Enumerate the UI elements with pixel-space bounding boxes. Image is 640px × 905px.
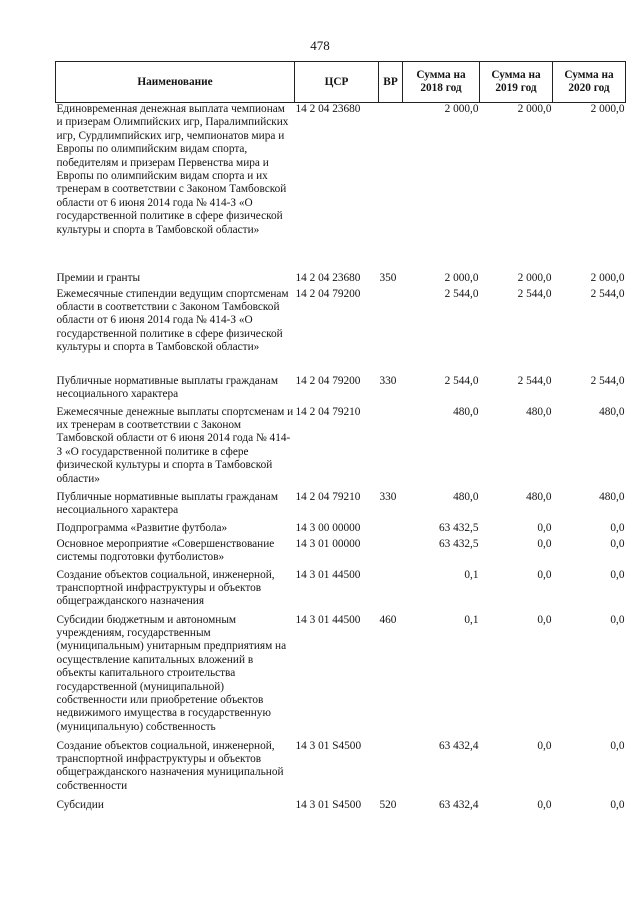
table-row [56, 375, 626, 406]
table-row [56, 614, 626, 740]
row-sum-2019: 0,0 [537, 537, 552, 550]
table-row [56, 103, 626, 272]
row-vr [379, 288, 403, 375]
row-code: 14 3 01 44500 [295, 613, 361, 626]
row-sum-2018: 63 432,4 [438, 798, 479, 811]
row-sum-2018: 2 000,0 [444, 271, 479, 284]
header-vr: ВР [379, 62, 403, 103]
row-code: 14 2 04 79210 [295, 490, 361, 503]
row-name: Субсидии бюджетным и автономным учреждениям, государственным (муниципальным) унитарным предприятиям на осуществление капитальных вложений в объекты капитального строительства государственной (муниципальной) собственности или приобретение объектов недвижимого имущества в государственную (муниципальную) собственность [56, 613, 287, 733]
table-row [56, 538, 626, 569]
row-name: Создание объектов социальной, инженерной, транспортной инфраструктуры и объектов общегражданского назначения муниципальной собственности [56, 739, 284, 792]
table-row [56, 740, 626, 799]
row-sum-2020: 0,0 [610, 568, 625, 581]
table-row [56, 799, 626, 815]
table-row [56, 522, 626, 538]
row-sum-2020: 480,0 [599, 490, 625, 503]
row-sum-2020: 0,0 [610, 739, 625, 752]
page-number: 478 [310, 38, 330, 53]
row-sum-2020: 2 000,0 [590, 103, 625, 115]
row-vr [379, 406, 403, 491]
row-vr [379, 103, 403, 272]
row-sum-2020: 2 000,0 [590, 271, 625, 284]
row-code: 14 3 01 44500 [295, 568, 361, 581]
row-sum-2019: 2 544,0 [517, 374, 552, 387]
row-code: 14 2 04 23680 [295, 271, 361, 284]
row-sum-2019: 480,0 [526, 490, 552, 503]
row-vr [379, 569, 403, 614]
row-vr: 460 [379, 613, 397, 626]
row-sum-2019: 0,0 [537, 521, 552, 534]
row-vr: 520 [379, 798, 397, 811]
table-row [56, 288, 626, 375]
row-name: Ежемесячные денежные выплаты спортсменам и их тренерам в соответствии с Законом Тамбовской области от 6 июня 2014 года № 414-З «О государственной политике в сфере физической культуры и спорта в Тамбовской области» [56, 405, 294, 485]
budget-table [55, 61, 626, 815]
row-name: Создание объектов социальной, инженерной, транспортной инфраструктуры и объектов общегражданского назначения [56, 568, 275, 608]
row-sum-2020: 2 544,0 [590, 287, 625, 300]
row-code: 14 3 01 S4500 [295, 739, 362, 752]
row-sum-2019: 0,0 [537, 568, 552, 581]
row-sum-2019: 2 000,0 [517, 103, 552, 115]
row-sum-2019: 480,0 [526, 405, 552, 418]
table-row [56, 491, 626, 522]
row-sum-2018: 0,1 [464, 613, 479, 626]
row-vr: 330 [379, 490, 397, 503]
table-row [56, 272, 626, 288]
header-code: ЦСР [295, 62, 379, 103]
row-sum-2019: 2 544,0 [517, 287, 552, 300]
row-name: Единовременная денежная выплата чемпионам и призерам Олимпийских игр, Паралимпийских игр, Сурдлимпийских игр, чемпионатов мира и Европы по олимпийским видам спорта, победителям и призерам Первенства мира и Европы по олимпийским видам спорта и их тренерам в соответствии с Законом Тамбовской области от 6 июня 2014 года № 414-З «О государственной политике в сфере физической культуры и спорта в Тамбовской области» [56, 103, 289, 236]
row-vr [379, 740, 403, 799]
row-sum-2018: 63 432,5 [438, 537, 479, 550]
row-vr [379, 522, 403, 538]
header-name: Наименование [56, 62, 295, 103]
row-sum-2019: 2 000,0 [517, 271, 552, 284]
row-name: Публичные нормативные выплаты гражданам несоциального характера [56, 374, 278, 400]
row-vr [379, 538, 403, 569]
table-row [56, 569, 626, 614]
row-name: Премии и гранты [56, 271, 141, 284]
row-vr: 330 [379, 374, 397, 387]
row-name: Основное мероприятие «Совершенствование системы подготовки футболистов» [56, 537, 275, 563]
row-sum-2018: 480,0 [453, 405, 479, 418]
row-sum-2020: 480,0 [599, 405, 625, 418]
row-code: 14 2 04 79200 [295, 374, 361, 387]
row-sum-2018: 2 000,0 [444, 103, 479, 115]
row-sum-2020: 2 544,0 [590, 374, 625, 387]
table-row [56, 406, 626, 491]
row-sum-2018: 2 544,0 [444, 374, 479, 387]
row-sum-2018: 63 432,4 [438, 739, 479, 752]
row-code: 14 2 04 23680 [295, 103, 361, 115]
row-sum-2019: 0,0 [537, 739, 552, 752]
row-sum-2020: 0,0 [610, 521, 625, 534]
row-code: 14 3 01 S4500 [295, 798, 362, 811]
row-sum-2020: 0,0 [610, 537, 625, 550]
row-sum-2018: 480,0 [453, 490, 479, 503]
row-name: Ежемесячные стипендии ведущим спортсменам области в соответствии с Законом Тамбовской области от 6 июня 2014 года № 414-З «О государственной политике в сфере физической культуры и спорта в Тамбовской области» [56, 287, 289, 354]
row-sum-2019: 0,0 [537, 798, 552, 811]
row-sum-2018: 63 432,5 [438, 521, 479, 534]
row-name: Публичные нормативные выплаты гражданам несоциального характера [56, 490, 278, 516]
row-code: 14 3 00 00000 [295, 521, 361, 534]
row-sum-2020: 0,0 [610, 798, 625, 811]
row-sum-2018: 0,1 [464, 568, 479, 581]
row-code: 14 2 04 79200 [295, 287, 361, 300]
row-vr: 350 [379, 271, 397, 284]
row-code: 14 3 01 00000 [295, 537, 361, 550]
row-name: Подпрограмма «Развитие футбола» [56, 521, 228, 534]
header-sum-2020: Сумма на 2020 год [553, 62, 626, 103]
header-row [56, 62, 626, 103]
row-name: Субсидии [56, 798, 104, 811]
row-sum-2020: 0,0 [610, 613, 625, 626]
header-sum-2019: Сумма на 2019 год [480, 62, 553, 103]
row-code: 14 2 04 79210 [295, 405, 361, 418]
row-sum-2019: 0,0 [537, 613, 552, 626]
row-sum-2018: 2 544,0 [444, 287, 479, 300]
header-sum-2018: Сумма на 2018 год [403, 62, 480, 103]
